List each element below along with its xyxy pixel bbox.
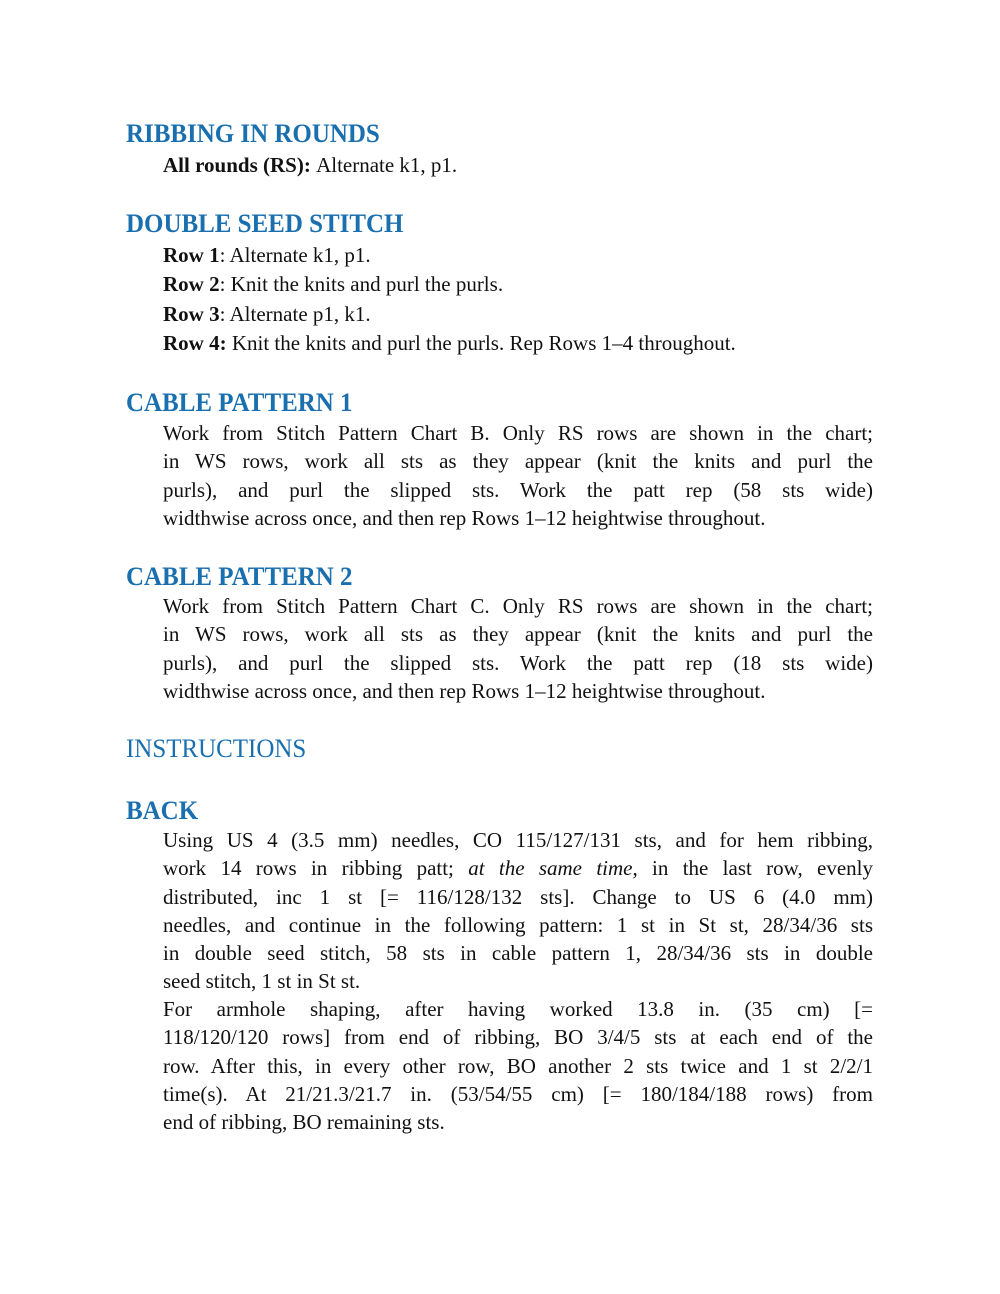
cable-pattern-1-text [163, 419, 873, 532]
row-label: All rounds (RS): [163, 153, 311, 177]
text-line: 118/120/120 rows] from end of ribbing, BO 3/4/5 sts at each end of the [163, 1025, 873, 1050]
heading-instructions: INSTRUCTIONS [126, 734, 307, 763]
heading-double-seed-stitch: DOUBLE SEED STITCH [126, 209, 404, 238]
heading-back: BACK [126, 796, 199, 825]
text-line: in WS rows, work all sts as they appear (knit the knits and purl the [163, 622, 873, 647]
row-text: : Alternate k1, p1. [219, 243, 371, 267]
text-line: in double seed stitch, 58 sts in cable pattern 1, 28/34/36 sts in double [163, 941, 873, 966]
row-label: Row 2 [163, 272, 220, 296]
row-text: Alternate k1, p1. [316, 153, 458, 177]
text-line: Work from Stitch Pattern Chart C. Only RS rows are shown in the chart; [163, 594, 873, 618]
text-line: purls), and purl the slipped sts. Work the patt rep (18 sts wide) [163, 650, 873, 675]
heading-cable-pattern-2: CABLE PATTERN 2 [126, 562, 353, 591]
text-line: in WS rows, work all sts as they appear (knit the knits and purl the [163, 449, 873, 474]
text-line: needles, and continue in the following pattern: 1 st in St st, 28/34/36 sts [163, 912, 873, 937]
text-line: widthwise across once, and then rep Rows 1–12 heightwise throughout. [163, 505, 766, 530]
text-line: purls), and purl the slipped sts. Work the patt rep (58 sts wide) [163, 477, 873, 502]
row-label: Row 1 [163, 243, 220, 267]
cable-pattern-2-text [163, 592, 873, 705]
row-label: Row 3 [163, 302, 220, 326]
row-text: : Knit the knits and purl the purls. [219, 272, 504, 296]
text-line: row. After this, in every other row, BO another 2 sts twice and 1 st 2/2/1 [163, 1053, 873, 1078]
ribbing-row [163, 151, 457, 179]
text-run: , in the last row, evenly [632, 856, 873, 881]
back-paragraph-1 [163, 826, 873, 996]
text-line: distributed, inc 1 st [= 116/128/132 sts]. Change to US 6 (4.0 mm) [163, 884, 873, 909]
double-seed-row [163, 241, 371, 269]
row-text: : Alternate p1, k1. [219, 302, 371, 326]
text-line: Work from Stitch Pattern Chart B. Only RS rows are shown in the chart; [163, 421, 873, 445]
heading-ribbing-in-rounds: RIBBING IN ROUNDS [126, 119, 380, 148]
text-line [163, 854, 873, 882]
double-seed-row [163, 270, 503, 298]
text-line: time(s). At 21/21.3/21.7 in. (53/54/55 cm) [= 180/184/188 rows) from [163, 1081, 873, 1106]
row-label: Row 4: [163, 331, 227, 355]
heading-cable-pattern-1: CABLE PATTERN 1 [126, 388, 353, 417]
text-run: work 14 rows in ribbing patt; [163, 856, 469, 881]
text-line: For armhole shaping, after having worked 13.8 in. (35 cm) [= [163, 997, 873, 1021]
double-seed-row [163, 300, 371, 328]
text-line: seed stitch, 1 st in St st. [163, 969, 361, 994]
text-line: end of ribbing, BO remaining sts. [163, 1110, 445, 1135]
back-paragraph-2 [163, 995, 873, 1136]
emphasis-text: at the same time [468, 856, 633, 881]
row-text: Knit the knits and purl the purls. Rep Rows 1–4 throughout. [226, 331, 736, 355]
text-line: Using US 4 (3.5 mm) needles, CO 115/127/131 sts, and for hem ribbing, [163, 828, 873, 852]
double-seed-row [163, 329, 736, 357]
text-line: widthwise across once, and then rep Rows 1–12 heightwise throughout. [163, 678, 766, 703]
